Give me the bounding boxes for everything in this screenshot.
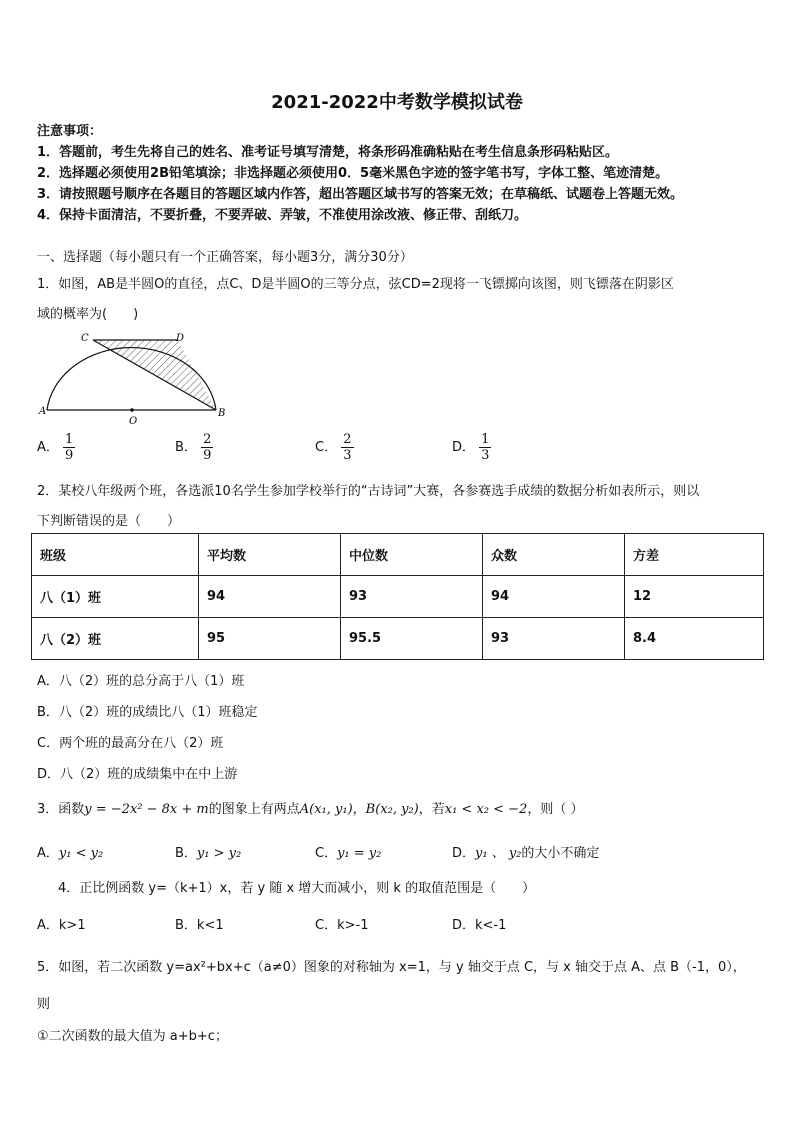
- q3-option-a[interactable]: [37, 842, 103, 861]
- q3-separator: ，: [352, 802, 366, 817]
- notice-item: 1．答题前，考生先将自己的姓名、准考证号填写清楚，将条形码准确粘贴在考生信息条形码粘贴区。: [37, 145, 619, 160]
- option-letter: D．: [452, 846, 476, 861]
- table-cell: 93: [483, 618, 625, 660]
- score-table: [31, 533, 764, 660]
- label-a: A: [39, 406, 47, 417]
- numerator: 2: [203, 432, 212, 447]
- table-cell: 八（1）班: [32, 576, 199, 618]
- label-b: B: [218, 408, 226, 419]
- denominator: 9: [203, 448, 212, 463]
- q3-text: 的图象上有两点: [208, 802, 300, 817]
- notice-item: 3．请按照题号顺序在各题目的答题区域内作答，超出答题区域书写的答案无效；在草稿纸、试题卷上答题无效。: [37, 187, 684, 202]
- q5-statement-1: ①二次函数的最大值为 a+b+c；: [37, 1029, 228, 1044]
- q1-semicircle-figure: [34, 330, 234, 430]
- fraction: [479, 432, 491, 463]
- q3-suffix: ，则（ ）: [527, 802, 584, 817]
- table-header: 众数: [483, 534, 625, 576]
- table-cell: 93: [341, 576, 483, 618]
- q1-option-c[interactable]: [315, 432, 354, 463]
- q3-point-a: A(x₁, y₁): [299, 802, 353, 817]
- center-point: [130, 408, 134, 412]
- option-letter: A．: [37, 846, 59, 861]
- q3-prefix: 3．函数: [37, 802, 85, 817]
- q5-stem-line1: 5．如图，若二次函数 y=ax²+bx+c（a≠0）图象的对称轴为 x=1，与 y 轴交于点 C，与 x 轴交于点 A、点 B（-1，0），: [37, 960, 746, 975]
- page-title: 2021-2022中考数学模拟试卷: [271, 92, 523, 113]
- table-cell: 八（2）班: [32, 618, 199, 660]
- option-letter: B．: [175, 846, 197, 861]
- option-letter: C．: [315, 440, 338, 455]
- table-header: 班级: [32, 534, 199, 576]
- q1-option-d[interactable]: [452, 432, 491, 463]
- q4-option-b[interactable]: B．k<1: [175, 918, 224, 933]
- q1-stem-line2: 域的概率为( ): [37, 307, 139, 322]
- notice-item: 4．保持卡面清洁，不要折叠，不要弄破、弄皱，不准使用涂改液、修正带、刮纸刀。: [37, 208, 528, 223]
- table-cell: 94: [483, 576, 625, 618]
- numerator: 2: [343, 432, 352, 447]
- fraction: [201, 432, 213, 463]
- table-cell: 95: [199, 618, 341, 660]
- denominator: 3: [481, 448, 490, 463]
- q1-option-a[interactable]: [37, 432, 75, 463]
- q3-stem: [37, 798, 583, 817]
- q2-stem-line1: 2．某校八年级两个班，各选派10名学生参加学校举行的“古诗词”大赛，各参赛选手成绩的数据分析如表所示，则以: [37, 484, 700, 499]
- label-o: O: [129, 416, 138, 427]
- table-cell: 8.4: [625, 618, 764, 660]
- q3-condition: x₁ < x₂ < −2: [444, 802, 528, 817]
- table-row: [32, 618, 764, 660]
- q3-function: y = −2x² − 8x + m: [84, 802, 209, 817]
- option-expression: y₁ 、 y₂: [475, 846, 522, 861]
- table-row: [32, 576, 764, 618]
- q2-option-a[interactable]: A．八（2）班的总分高于八（1）班: [37, 674, 245, 689]
- notice-heading: 注意事项：: [37, 124, 103, 139]
- q1-stem-line1: 1．如图，AB是半圆O的直径，点C、D是半圆O的三等分点，弦CD=2现将一飞镖掷向该图，则飞镖落在阴影区: [37, 277, 674, 292]
- q4-option-c[interactable]: C．k>-1: [315, 918, 369, 933]
- table-header: 中位数: [341, 534, 483, 576]
- numerator: 1: [65, 432, 74, 447]
- q1-option-b[interactable]: [175, 432, 213, 463]
- option-expression: y₁ < y₂: [58, 846, 104, 861]
- q4-option-d[interactable]: D．k<-1: [452, 918, 507, 933]
- denominator: 3: [343, 448, 352, 463]
- q3-option-c[interactable]: [315, 842, 381, 861]
- q3-option-b[interactable]: [175, 842, 241, 861]
- notice-item: 2．选择题必须使用2B铅笔填涂；非选择题必须使用0．5毫米黑色字迹的签字笔书写，字体工整、笔迹清楚。: [37, 166, 669, 181]
- q2-option-d[interactable]: D．八（2）班的成绩集中在中上游: [37, 767, 238, 782]
- table-header: 平均数: [199, 534, 341, 576]
- q2-stem-line2: 下判断错误的是（ ）: [37, 514, 181, 529]
- option-letter: D．: [452, 440, 476, 455]
- q4-stem: 4．正比例函数 y=（k+1）x，若 y 随 x 增大而减小，则 k 的取值范围是（ ）: [58, 881, 536, 896]
- q5-stem-line2: 则: [37, 997, 51, 1012]
- option-letter: A．: [37, 440, 59, 455]
- option-expression: y₁ = y₂: [337, 846, 382, 861]
- table-header: 方差: [625, 534, 764, 576]
- option-expression: y₁ > y₂: [196, 846, 242, 861]
- q3-option-d[interactable]: [452, 842, 599, 861]
- q2-option-b[interactable]: B．八（2）班的成绩比八（1）班稳定: [37, 705, 258, 720]
- table-header-row: [32, 534, 764, 576]
- q3-point-b: B(x₂, y₂): [365, 802, 419, 817]
- fraction: [63, 432, 75, 463]
- option-tail: 的大小不确定: [521, 846, 600, 861]
- table-cell: 95.5: [341, 618, 483, 660]
- option-letter: B．: [175, 440, 197, 455]
- q4-option-a[interactable]: A．k>1: [37, 918, 86, 933]
- fraction: [341, 432, 353, 463]
- denominator: 9: [65, 448, 74, 463]
- q3-text: ，若: [418, 802, 445, 817]
- q2-option-c[interactable]: C．两个班的最高分在八（2）班: [37, 736, 224, 751]
- section-heading: 一、选择题（每小题只有一个正确答案，每小题3分，满分30分）: [37, 250, 413, 265]
- option-letter: C．: [315, 846, 338, 861]
- label-c: C: [81, 333, 89, 344]
- label-d: D: [176, 333, 185, 344]
- table-cell: 94: [199, 576, 341, 618]
- table-cell: 12: [625, 576, 764, 618]
- numerator: 1: [481, 432, 490, 447]
